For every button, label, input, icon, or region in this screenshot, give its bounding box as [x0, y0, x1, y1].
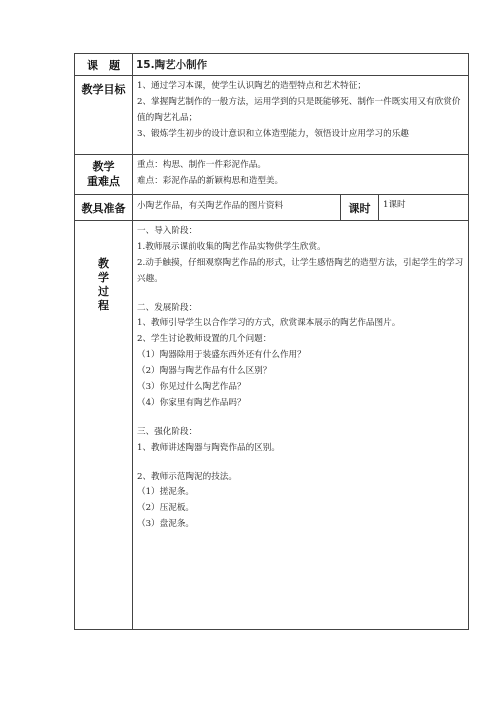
- stage1-heading: 一、导入阶段：: [137, 226, 198, 236]
- title-label: 课 题: [75, 54, 133, 76]
- stage2-line: 2、学生讨论教师设置的几个问题：: [137, 334, 272, 345]
- stage3-line: 2、教师示范陶泥的技法。: [137, 471, 237, 482]
- stage3-line: （1）搓泥条。: [137, 487, 195, 498]
- process-label-text: 教学过程: [98, 257, 109, 312]
- stage3-line: 1、教师讲述陶器与陶瓷作品的区别。: [137, 442, 280, 453]
- hours-value: 1课时: [379, 195, 469, 221]
- spacer: [137, 457, 464, 470]
- title-row: [75, 54, 469, 76]
- goal-item: 3、锻炼学生初步的设计意识和立体造型能力，领悟设计应用学习的乐趣: [137, 128, 409, 139]
- materials-label: 教具准备: [75, 195, 133, 221]
- spacer: [137, 412, 464, 425]
- stage3-line: （3）盘泥条。: [137, 519, 195, 530]
- focus-label-line1: 教学: [92, 159, 115, 173]
- lesson-title: 15.陶艺小制作: [133, 54, 469, 76]
- stage1-line: 1.教师展示课前收集的陶艺作品实物供学生欣赏。: [137, 241, 326, 252]
- stage1-line: 2.动手触摸，仔细观察陶艺作品的形式，让学生感悟陶艺的造型方法，引起学生的学习兴趣。: [137, 257, 464, 284]
- spacer: [137, 288, 464, 301]
- hours-label: 课时: [341, 195, 379, 221]
- stage2-line: （4）你家里有陶艺作品吗？: [137, 397, 246, 408]
- process-label: [75, 221, 133, 630]
- focus-content: [133, 155, 469, 195]
- focus-label: [75, 155, 133, 195]
- stage3-heading: 三、强化阶段：: [137, 426, 198, 437]
- goal-item: 1、通过学习本课，使学生认识陶艺的造型特点和艺术特征；: [137, 81, 366, 91]
- process-row: [75, 221, 469, 630]
- goals-row: [75, 76, 469, 155]
- focus-row: [75, 155, 469, 195]
- stage2-line: （2）陶器与陶艺作品有什么区别？: [137, 366, 272, 377]
- difficulty-point: 难点：彩泥作品的新颖构思和造型美。: [137, 175, 284, 186]
- materials-value: 小陶艺作品，有关陶艺作品的图片资料: [133, 195, 341, 221]
- goals-label: 教学目标: [75, 76, 133, 155]
- goal-item: 2、掌握陶艺制作的一般方法，运用学到的只是既能够死、制作一件既实用又有欣赏价值的陶艺礼品；: [137, 96, 461, 123]
- process-content: [133, 221, 469, 630]
- materials-row: [75, 195, 469, 221]
- focus-label-line2: 重难点: [87, 174, 120, 188]
- goals-content: [133, 76, 469, 155]
- stage2-line: 1、教师引导学生以合作学习的方式，欣赏课本展示的陶艺作品图片。: [137, 318, 401, 329]
- key-point: 重点：构思、制作一件彩泥作品。: [137, 160, 266, 170]
- stage3-line: （2）压泥板。: [137, 503, 195, 514]
- stage2-line: （3）你见过什么陶艺作品？: [137, 382, 246, 393]
- stage2-line: （1）陶器除用于装盛东西外还有什么作用？: [137, 350, 306, 361]
- stage2-heading: 二、发展阶段：: [137, 302, 198, 313]
- lesson-plan-table: [74, 53, 469, 630]
